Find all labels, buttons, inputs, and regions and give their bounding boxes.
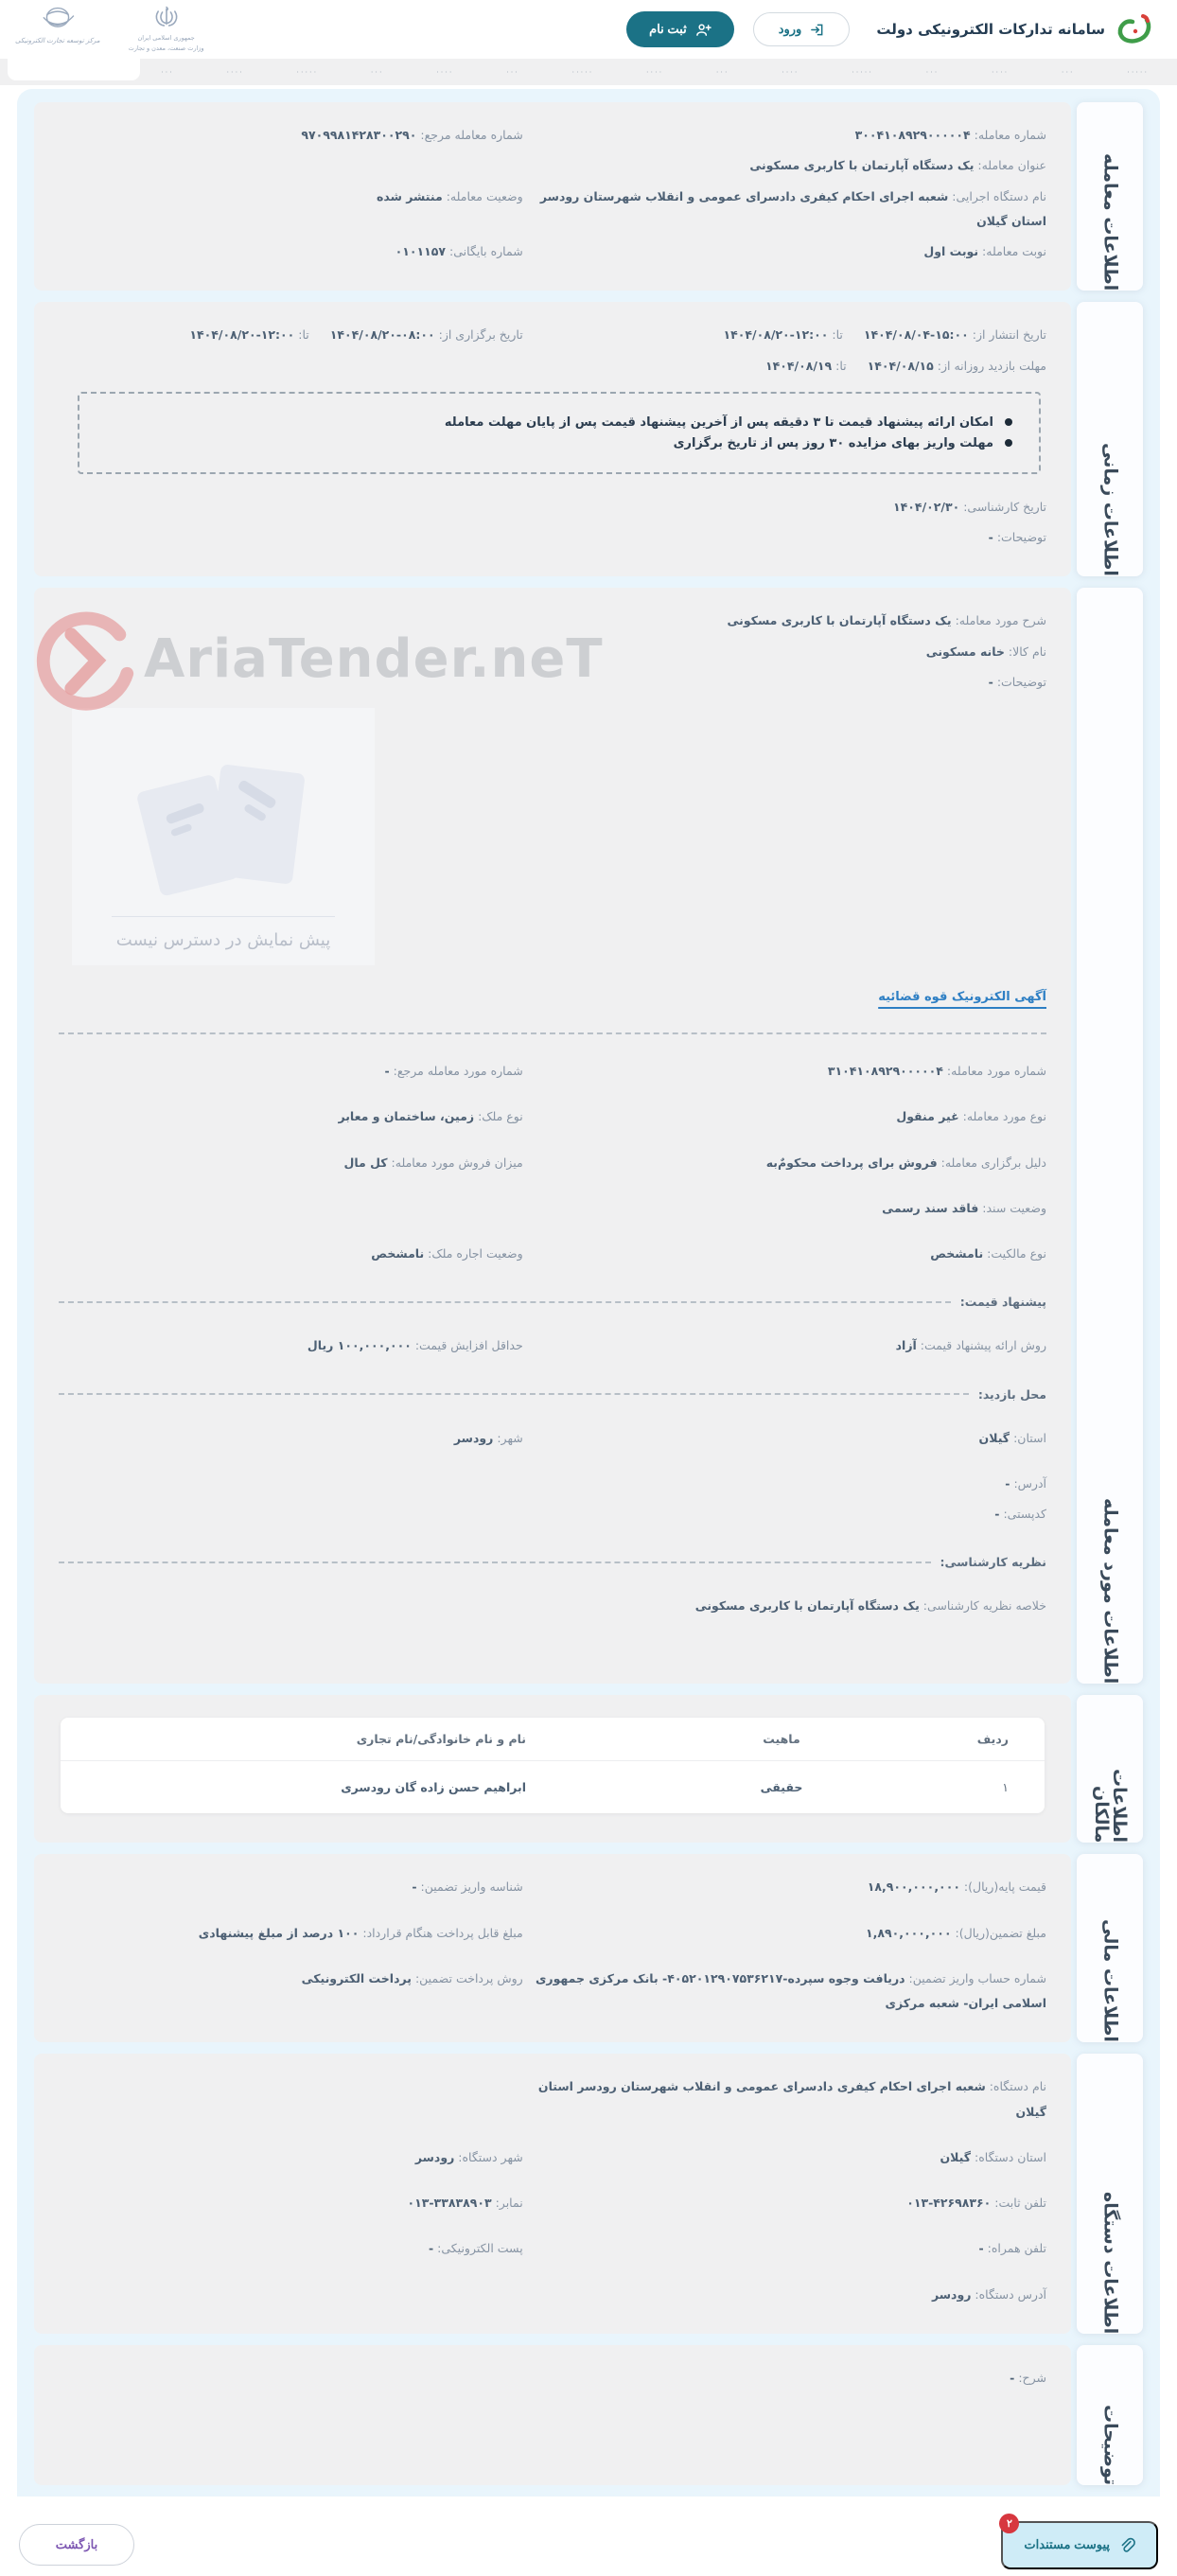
field-expert-date: تاریخ کارشناسی : ۱۴۰۴/۰۲/۳۰	[523, 495, 1046, 520]
menu-item[interactable]: ····	[992, 67, 1010, 77]
section-financial-info	[34, 1854, 1143, 2042]
field-publish-dates: تاریخ انتشار از : ۱۴۰۴/۰۸/۰۴-۱۵:۰۰تا : ۱۴۰۴/۰۸/۲۰-۱۲:۰۰	[523, 323, 1046, 347]
bullet-icon	[1005, 418, 1012, 426]
notice-item: امکان ارائه پیشنهاد قیمت تا ۳ دقیقه پس از آخرین پیشنهاد قیمت پس از پایان مهلت معامله	[106, 415, 1012, 430]
field-reference-number: شماره معامله مرجع : ۹۷۰۹۹۸۱۴۲۸۳۰۰۲۹۰	[59, 123, 523, 148]
attachments-count-badge: ۲	[999, 2514, 1019, 2533]
field-sale-portion: میزان فروش مورد معامله : کل مال	[59, 1151, 523, 1175]
page-footer	[19, 2517, 1158, 2569]
field-good-name: نام کالا : خانه مسکونی	[523, 640, 1046, 664]
description-panel	[34, 2345, 1071, 2485]
setad-logo-icon	[1115, 10, 1152, 48]
field-visit-deadline: مهلت بازدید روزانه از : ۱۴۰۴/۰۸/۱۵تا : ۱۴۰۴/۰۸/۱۹	[523, 354, 1046, 379]
section-title-deal: اطلاعات معامله	[1077, 102, 1143, 291]
menu-item[interactable]: ···	[161, 67, 174, 77]
column-header-row: ردیف	[976, 1732, 1009, 1747]
notice-box	[78, 392, 1041, 474]
field-device-province: استان دستگاه : گیلان	[523, 2145, 1046, 2170]
field-item-reference: شماره مورد معامله مرجع : -	[59, 1059, 523, 1084]
notice-item: مهلت واریز بهای مزایده ۳۰ روز پس از تاریخ برگزاری	[106, 436, 1012, 450]
menu-item[interactable]: ···	[1061, 67, 1075, 77]
field-expert-summary: خلاصه نظریه کارشناسی : یک دستگاه آپارتمان با کاربری مسکونی	[523, 1594, 1046, 1618]
app-title: سامانه تدارکات الکترونیکی دولت	[876, 21, 1105, 38]
section-title-owners: اطلاعات مالکان	[1077, 1695, 1143, 1843]
section-item-info	[34, 588, 1143, 1684]
login-label: ورود	[778, 22, 802, 36]
column-header-nature: ماهیت	[763, 1732, 800, 1747]
cell-nature: حقیقی	[760, 1780, 803, 1795]
field-time-notes: توضیحات : -	[523, 525, 1046, 550]
ecommerce-center-caption: مرکز توسعه تجارت الکترونیکی	[15, 37, 100, 44]
menu-item[interactable]: ····	[645, 67, 664, 77]
field-estate-type: نوع ملک : زمین، ساختمان و معابر	[59, 1104, 523, 1129]
field-deal-turn: نوبت معامله : نوبت اول	[523, 239, 1046, 264]
field-device-email: پست الکترونیکی : -	[59, 2236, 523, 2261]
ecommerce-center-logo	[15, 5, 100, 46]
field-item-notes: توضیحات : -	[523, 670, 1046, 695]
section-title-device: اطلاعات دستگاه	[1077, 2054, 1143, 2334]
gavel-illustration-icon	[124, 755, 323, 907]
field-address: آدرس : -	[523, 1472, 1046, 1496]
field-item-number: شماره مورد معامله : ۳۱۰۴۱۰۸۹۲۹۰۰۰۰۰۴	[523, 1059, 1046, 1084]
time-info-panel	[34, 302, 1071, 576]
section-title-description: توضیحات	[1077, 2345, 1143, 2485]
field-holding-dates: تاریخ برگزاری از : ۱۴۰۴/۰۸/۲۰-۰۸:۰۰تا : ۱۴۰۴/۰۸/۲۰-۱۲:۰۰	[59, 323, 523, 347]
back-label: بازگشت	[55, 2537, 98, 2552]
menu-item[interactable]: ····	[782, 67, 799, 77]
ministry-logo	[129, 5, 204, 54]
column-header-name: نام و نام خانوادگی/نام تجاری	[356, 1732, 526, 1747]
field-city: شهر : رودسر	[59, 1426, 523, 1451]
attachments-label: پیوست مستندات	[1024, 2537, 1110, 2552]
section-owners-info	[34, 1695, 1143, 1843]
auction-detail-page	[17, 89, 1160, 2497]
register-label: ثبت نام	[649, 22, 687, 36]
owners-table	[61, 1718, 1045, 1813]
section-title-item: اطلاعات مورد معامله	[1077, 588, 1143, 1684]
item-info-panel	[34, 588, 1071, 1684]
field-description-text: شرح : -	[523, 2366, 1046, 2391]
section-deal-info	[34, 102, 1143, 291]
field-device-name: نام دستگاه : شعبه اجرای احکام کیفری دادسرای عمومی و انقلاب شهرستان رودسر استان گیلان	[523, 2074, 1046, 2125]
field-document-status: وضعیت سند : فاقد سند رسمی	[523, 1196, 1046, 1221]
iran-emblem-icon	[153, 5, 180, 33]
menu-item[interactable]: ····	[436, 67, 454, 77]
field-item-description: شرح مورد معامله : یک دستگاه آپارتمان با کاربری مسکونی	[523, 609, 1046, 633]
attachments-button[interactable]	[1001, 2517, 1158, 2569]
section-time-info	[34, 302, 1143, 576]
field-archive-number: شماره بایگانی : ۰۱۰۱۱۵۷	[59, 239, 523, 264]
separator-bid: پیشنهاد قیمت:	[59, 1295, 1046, 1309]
field-postal-code: کدپستی : -	[523, 1502, 1046, 1526]
cell-row-number: ۱	[1002, 1780, 1009, 1795]
field-min-increase: حداقل افزایش قیمت : ۱۰۰,۰۰۰,۰۰۰ ریال	[59, 1333, 523, 1358]
main-menu-bar	[0, 59, 1177, 85]
owners-table-header	[61, 1718, 1045, 1761]
divider	[112, 916, 335, 917]
section-device-info	[34, 2054, 1143, 2334]
menu-active-tab[interactable]	[8, 59, 140, 80]
field-payment-method: روش پرداخت تضمین : پرداخت الکترونیکی	[59, 1967, 523, 2017]
section-description	[34, 2345, 1143, 2485]
field-deal-title: عنوان معامله : یک دستگاه آپارتمان با کاربری مسکونی	[523, 153, 1046, 178]
deal-info-panel	[34, 102, 1071, 291]
judiciary-ad-link[interactable]: آگهی الکترونیک قوه قضائیه	[878, 990, 1046, 1004]
field-executive-agency: نام دستگاه اجرایی : شعبه اجرای احکام کیفری دادسرای عمومی و انقلاب شهرستان رودسر استان گیلان	[523, 185, 1046, 235]
person-add-icon	[695, 23, 711, 37]
back-button[interactable]	[19, 2524, 134, 2566]
globe-icon	[37, 5, 79, 35]
brand	[876, 10, 1152, 48]
owners-table-row	[61, 1761, 1045, 1813]
cell-owner-name: ابراهیم حسن زاده گان رودسری	[341, 1780, 526, 1795]
image-preview-placeholder	[72, 708, 375, 965]
login-icon	[810, 23, 824, 37]
menu-item[interactable]: ···	[370, 67, 384, 77]
field-payable-amount: مبلغ قابل پرداخت هنگام قرارداد : ۱۰۰ درصد از مبلغ پیشنهادی	[59, 1921, 523, 1946]
paperclip-icon	[1119, 2537, 1135, 2553]
separator	[59, 1032, 1046, 1034]
bullet-icon	[1005, 439, 1012, 447]
field-base-price: قیمت پایه(ریال) : ۱۸,۹۰۰,۰۰۰,۰۰۰	[523, 1875, 1046, 1899]
menu-item[interactable]: ·····	[296, 67, 319, 77]
ministry-caption-2: وزارت صنعت، معدن و تجارت	[128, 44, 204, 52]
menu-item[interactable]: ·····	[1127, 67, 1149, 77]
register-button[interactable]	[626, 11, 734, 47]
section-title-financial: اطلاعات مالی	[1077, 1854, 1143, 2042]
device-info-panel	[34, 2054, 1071, 2334]
app-header	[0, 0, 1177, 59]
watermark-text: AriaTender.neT	[144, 627, 604, 690]
field-ownership-type: نوع مالکیت : نامشخص	[523, 1242, 1046, 1266]
field-guarantee-amount: مبلغ تضمین(ریال) : ۱,۸۹۰,۰۰۰,۰۰۰	[523, 1921, 1046, 1946]
preview-unavailable-text: پیش نمایش در دسترس نیست	[115, 930, 331, 950]
field-device-mobile: تلفن همراه : -	[523, 2236, 1046, 2261]
menu-item[interactable]: ···	[715, 67, 729, 77]
menu-item[interactable]: ·····	[852, 67, 873, 77]
field-deposit-account: شماره حساب واریز تضمین : دریافت وجوه سپرده-۴۰۵۲۰۱۲۹۰۷۵۳۶۲۱۷- بانک مرکزی جمهوری اسلامی ایران- شعبه مرکزی	[523, 1967, 1046, 2017]
menu-item[interactable]: ···	[925, 67, 940, 77]
field-deal-status: وضعیت معامله : منتشر شده	[59, 185, 523, 235]
menu-item[interactable]: ···	[506, 67, 519, 77]
field-bid-method: روش ارائه پیشنهاد قیمت : آزاد	[523, 1333, 1046, 1358]
field-rent-status: وضعیت اجاره ملک : نامشخص	[59, 1242, 523, 1266]
login-button[interactable]	[753, 12, 851, 46]
owners-info-panel	[34, 1695, 1071, 1843]
field-device-fax: نمابر : ۰۱۳-۳۳۸۳۸۹۰۳	[59, 2191, 523, 2215]
field-device-phone: تلفن ثابت : ۰۱۳-۴۲۶۹۸۳۶۰	[523, 2191, 1046, 2215]
financial-info-panel	[34, 1854, 1071, 2042]
field-item-type: نوع مورد معامله : غیر منقول	[523, 1104, 1046, 1129]
separator-expert: نظریه کارشناسی:	[59, 1555, 1046, 1569]
menu-item[interactable]: ····	[226, 67, 244, 77]
field-province: استان : گیلان	[523, 1426, 1046, 1451]
field-deposit-id: شناسه واریز تضمین : -	[59, 1875, 523, 1899]
field-holding-reason: دلیل برگزاری معامله : فروش برای پرداخت محکومٌ‌به	[523, 1151, 1046, 1175]
separator-visit: محل بازدید:	[59, 1387, 1046, 1402]
ministry-caption-1: جمهوری اسلامی ایران	[137, 34, 195, 42]
field-deal-number: شماره معامله : ۳۰۰۴۱۰۸۹۲۹۰۰۰۰۰۴	[523, 123, 1046, 148]
menu-item[interactable]: ·····	[571, 67, 594, 77]
field-device-address: آدرس دستگاه : رودسر	[523, 2283, 1046, 2307]
section-title-time: اطلاعات زمانی	[1077, 302, 1143, 576]
field-device-city: شهر دستگاه : رودسر	[59, 2145, 523, 2170]
government-logos	[15, 5, 204, 54]
